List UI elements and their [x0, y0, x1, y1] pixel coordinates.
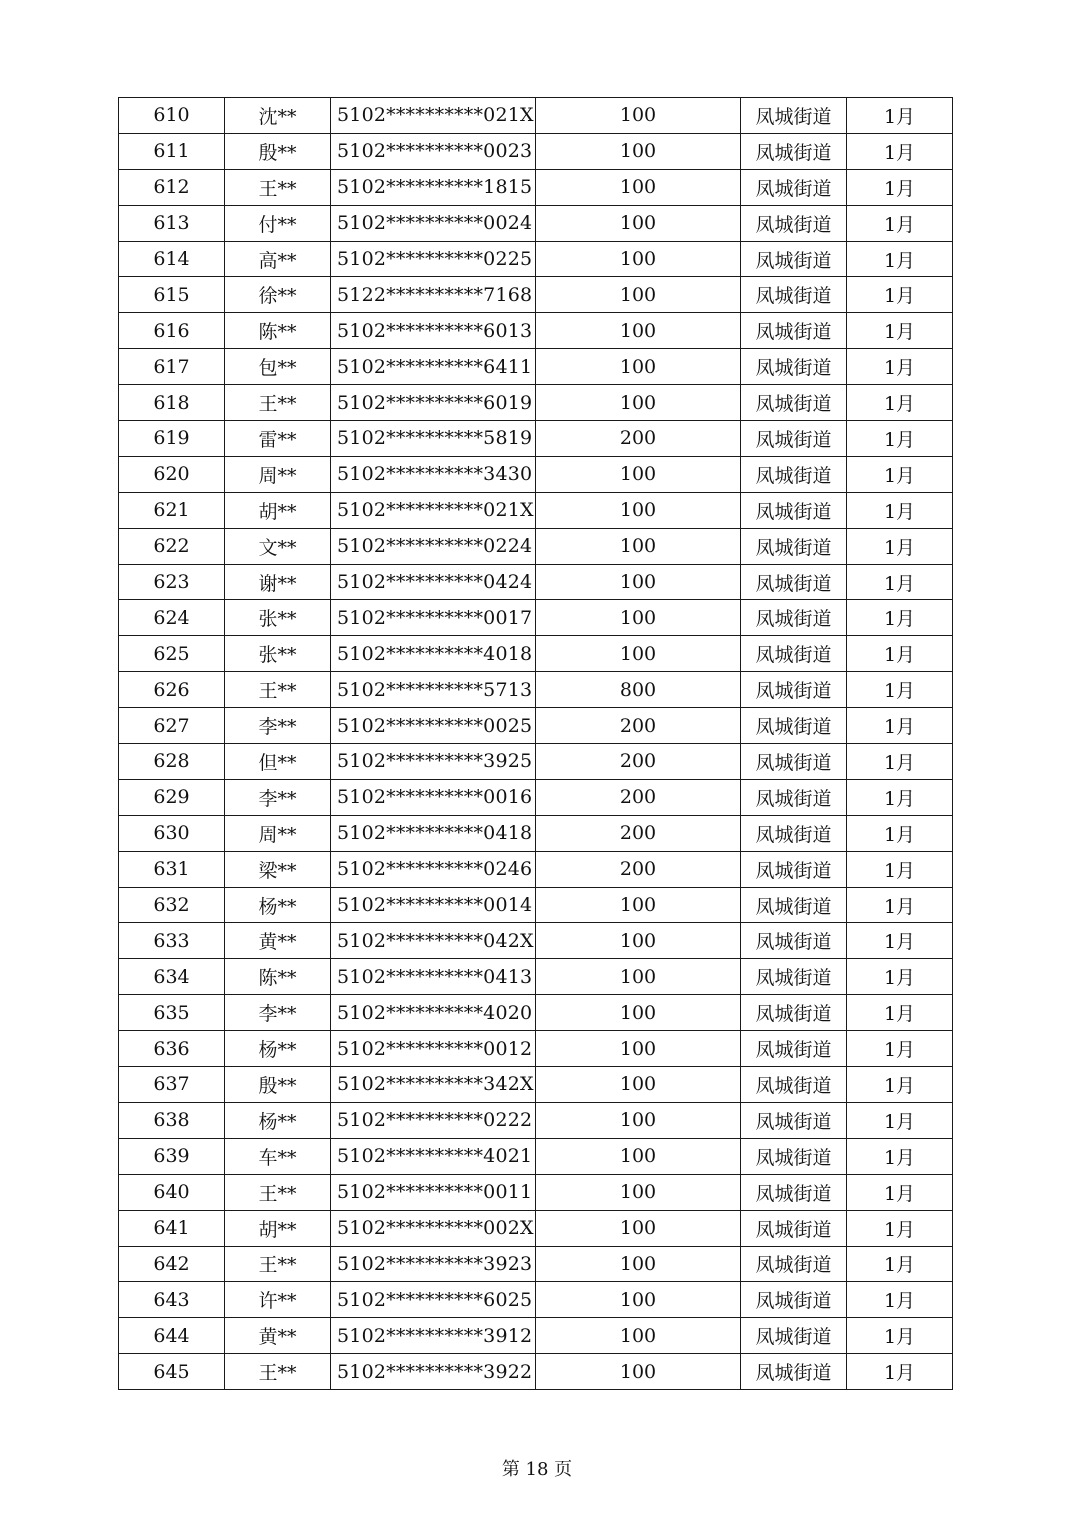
- serial-number-cell: 645: [119, 1354, 225, 1390]
- serial-number-cell: 637: [119, 1067, 225, 1103]
- amount-cell: 100: [536, 995, 741, 1031]
- subdistrict-cell: 凤城街道: [741, 959, 847, 995]
- id-number-cell: 5102**********0025: [331, 708, 536, 744]
- serial-number-cell: 640: [119, 1174, 225, 1210]
- serial-number-cell: 622: [119, 528, 225, 564]
- amount-cell: 100: [536, 385, 741, 421]
- subdistrict-cell: 凤城街道: [741, 708, 847, 744]
- subdistrict-cell: 凤城街道: [741, 98, 847, 134]
- month-cell: 1月: [847, 1174, 953, 1210]
- subdistrict-cell: 凤城街道: [741, 1102, 847, 1138]
- subdistrict-cell: 凤城街道: [741, 1067, 847, 1103]
- name-cell: 王**: [225, 672, 331, 708]
- serial-number-cell: 613: [119, 205, 225, 241]
- month-cell: 1月: [847, 851, 953, 887]
- month-cell: 1月: [847, 1282, 953, 1318]
- serial-number-cell: 632: [119, 887, 225, 923]
- serial-number-cell: 630: [119, 815, 225, 851]
- name-cell: 王**: [225, 169, 331, 205]
- name-cell: 黄**: [225, 923, 331, 959]
- name-cell: 高**: [225, 241, 331, 277]
- id-number-cell: 5102**********5819: [331, 421, 536, 457]
- name-cell: 胡**: [225, 1210, 331, 1246]
- id-number-cell: 5102**********3923: [331, 1246, 536, 1282]
- id-number-cell: 5102**********0222: [331, 1102, 536, 1138]
- name-cell: 文**: [225, 528, 331, 564]
- serial-number-cell: 616: [119, 313, 225, 349]
- amount-cell: 100: [536, 636, 741, 672]
- name-cell: 王**: [225, 1174, 331, 1210]
- amount-cell: 100: [536, 887, 741, 923]
- month-cell: 1月: [847, 564, 953, 600]
- subdistrict-cell: 凤城街道: [741, 851, 847, 887]
- amount-cell: 100: [536, 564, 741, 600]
- amount-cell: 100: [536, 349, 741, 385]
- month-cell: 1月: [847, 1318, 953, 1354]
- name-cell: 包**: [225, 349, 331, 385]
- subdistrict-cell: 凤城街道: [741, 636, 847, 672]
- table-row: [119, 851, 953, 887]
- subdistrict-cell: 凤城街道: [741, 1282, 847, 1318]
- name-cell: 张**: [225, 600, 331, 636]
- amount-cell: 100: [536, 1138, 741, 1174]
- subdistrict-cell: 凤城街道: [741, 133, 847, 169]
- subdistrict-cell: 凤城街道: [741, 600, 847, 636]
- id-number-cell: 5102**********0017: [331, 600, 536, 636]
- serial-number-cell: 623: [119, 564, 225, 600]
- name-cell: 殷**: [225, 133, 331, 169]
- amount-cell: 100: [536, 1282, 741, 1318]
- id-number-cell: 5102**********042X: [331, 923, 536, 959]
- serial-number-cell: 618: [119, 385, 225, 421]
- month-cell: 1月: [847, 995, 953, 1031]
- month-cell: 1月: [847, 98, 953, 134]
- id-number-cell: 5102**********4020: [331, 995, 536, 1031]
- table-row: [119, 205, 953, 241]
- amount-cell: 100: [536, 959, 741, 995]
- amount-cell: 100: [536, 98, 741, 134]
- month-cell: 1月: [847, 277, 953, 313]
- serial-number-cell: 631: [119, 851, 225, 887]
- name-cell: 周**: [225, 815, 331, 851]
- amount-cell: 200: [536, 851, 741, 887]
- name-cell: 李**: [225, 995, 331, 1031]
- table-row: [119, 1067, 953, 1103]
- name-cell: 胡**: [225, 492, 331, 528]
- id-number-cell: 5102**********0413: [331, 959, 536, 995]
- id-number-cell: 5102**********0011: [331, 1174, 536, 1210]
- table-row: [119, 421, 953, 457]
- serial-number-cell: 642: [119, 1246, 225, 1282]
- serial-number-cell: 643: [119, 1282, 225, 1318]
- month-cell: 1月: [847, 205, 953, 241]
- name-cell: 梁**: [225, 851, 331, 887]
- subdistrict-cell: 凤城街道: [741, 779, 847, 815]
- amount-cell: 100: [536, 456, 741, 492]
- table-row: [119, 1354, 953, 1390]
- subdistrict-cell: 凤城街道: [741, 1174, 847, 1210]
- name-cell: 周**: [225, 456, 331, 492]
- id-number-cell: 5102**********0225: [331, 241, 536, 277]
- name-cell: 王**: [225, 1246, 331, 1282]
- table-row: [119, 636, 953, 672]
- month-cell: 1月: [847, 421, 953, 457]
- id-number-cell: 5102**********6019: [331, 385, 536, 421]
- name-cell: 殷**: [225, 1067, 331, 1103]
- serial-number-cell: 617: [119, 349, 225, 385]
- id-number-cell: 5102**********4021: [331, 1138, 536, 1174]
- id-number-cell: 5122**********7168: [331, 277, 536, 313]
- serial-number-cell: 639: [119, 1138, 225, 1174]
- month-cell: 1月: [847, 744, 953, 780]
- amount-cell: 100: [536, 277, 741, 313]
- table-row: [119, 241, 953, 277]
- id-number-cell: 5102**********6013: [331, 313, 536, 349]
- subdistrict-cell: 凤城街道: [741, 1210, 847, 1246]
- id-number-cell: 5102**********0023: [331, 133, 536, 169]
- month-cell: 1月: [847, 672, 953, 708]
- subdistrict-cell: 凤城街道: [741, 1354, 847, 1390]
- month-cell: 1月: [847, 349, 953, 385]
- amount-cell: 100: [536, 313, 741, 349]
- table-row: [119, 672, 953, 708]
- name-cell: 但**: [225, 744, 331, 780]
- amount-cell: 100: [536, 528, 741, 564]
- table-row: [119, 1102, 953, 1138]
- subdistrict-cell: 凤城街道: [741, 349, 847, 385]
- amount-cell: 100: [536, 1354, 741, 1390]
- subdistrict-cell: 凤城街道: [741, 421, 847, 457]
- name-cell: 徐**: [225, 277, 331, 313]
- name-cell: 许**: [225, 1282, 331, 1318]
- month-cell: 1月: [847, 492, 953, 528]
- serial-number-cell: 621: [119, 492, 225, 528]
- amount-cell: 100: [536, 1246, 741, 1282]
- subdistrict-cell: 凤城街道: [741, 1138, 847, 1174]
- amount-cell: 200: [536, 421, 741, 457]
- amount-cell: 200: [536, 815, 741, 851]
- name-cell: 沈**: [225, 98, 331, 134]
- subdistrict-cell: 凤城街道: [741, 205, 847, 241]
- month-cell: 1月: [847, 133, 953, 169]
- amount-cell: 100: [536, 1318, 741, 1354]
- table-row: [119, 995, 953, 1031]
- subdistrict-cell: 凤城街道: [741, 672, 847, 708]
- id-number-cell: 5102**********1815: [331, 169, 536, 205]
- month-cell: 1月: [847, 636, 953, 672]
- id-number-cell: 5102**********0424: [331, 564, 536, 600]
- amount-cell: 100: [536, 923, 741, 959]
- id-number-cell: 5102**********021X: [331, 492, 536, 528]
- month-cell: 1月: [847, 1031, 953, 1067]
- table-row: [119, 1138, 953, 1174]
- table-row: [119, 1174, 953, 1210]
- name-cell: 杨**: [225, 1031, 331, 1067]
- table-row: [119, 1210, 953, 1246]
- month-cell: 1月: [847, 1102, 953, 1138]
- table-row: [119, 169, 953, 205]
- month-cell: 1月: [847, 779, 953, 815]
- month-cell: 1月: [847, 959, 953, 995]
- id-number-cell: 5102**********0012: [331, 1031, 536, 1067]
- id-number-cell: 5102**********3925: [331, 744, 536, 780]
- amount-cell: 200: [536, 708, 741, 744]
- amount-cell: 100: [536, 133, 741, 169]
- table-row: [119, 98, 953, 134]
- id-number-cell: 5102**********4018: [331, 636, 536, 672]
- subdistrict-cell: 凤城街道: [741, 1246, 847, 1282]
- amount-cell: 100: [536, 492, 741, 528]
- serial-number-cell: 644: [119, 1318, 225, 1354]
- month-cell: 1月: [847, 923, 953, 959]
- serial-number-cell: 611: [119, 133, 225, 169]
- name-cell: 王**: [225, 1354, 331, 1390]
- amount-cell: 200: [536, 779, 741, 815]
- name-cell: 李**: [225, 779, 331, 815]
- month-cell: 1月: [847, 385, 953, 421]
- table-row: [119, 815, 953, 851]
- amount-cell: 200: [536, 744, 741, 780]
- month-cell: 1月: [847, 1067, 953, 1103]
- table-row: [119, 133, 953, 169]
- subdistrict-cell: 凤城街道: [741, 815, 847, 851]
- id-number-cell: 5102**********5713: [331, 672, 536, 708]
- serial-number-cell: 620: [119, 456, 225, 492]
- serial-number-cell: 624: [119, 600, 225, 636]
- subdistrict-cell: 凤城街道: [741, 313, 847, 349]
- subdistrict-cell: 凤城街道: [741, 923, 847, 959]
- table-row: [119, 385, 953, 421]
- id-number-cell: 5102**********0016: [331, 779, 536, 815]
- name-cell: 王**: [225, 385, 331, 421]
- table-row: [119, 744, 953, 780]
- serial-number-cell: 615: [119, 277, 225, 313]
- month-cell: 1月: [847, 708, 953, 744]
- subdistrict-cell: 凤城街道: [741, 1031, 847, 1067]
- amount-cell: 100: [536, 205, 741, 241]
- id-number-cell: 5102**********0246: [331, 851, 536, 887]
- amount-cell: 100: [536, 241, 741, 277]
- name-cell: 杨**: [225, 887, 331, 923]
- amount-cell: 100: [536, 169, 741, 205]
- month-cell: 1月: [847, 169, 953, 205]
- name-cell: 谢**: [225, 564, 331, 600]
- subdistrict-cell: 凤城街道: [741, 385, 847, 421]
- table-row: [119, 277, 953, 313]
- id-number-cell: 5102**********6411: [331, 349, 536, 385]
- subdistrict-cell: 凤城街道: [741, 277, 847, 313]
- subdistrict-cell: 凤城街道: [741, 528, 847, 564]
- table-row: [119, 349, 953, 385]
- name-cell: 杨**: [225, 1102, 331, 1138]
- month-cell: 1月: [847, 1138, 953, 1174]
- serial-number-cell: 614: [119, 241, 225, 277]
- serial-number-cell: 610: [119, 98, 225, 134]
- id-number-cell: 5102**********021X: [331, 98, 536, 134]
- month-cell: 1月: [847, 887, 953, 923]
- table-row: [119, 600, 953, 636]
- id-number-cell: 5102**********0224: [331, 528, 536, 564]
- table-body: [119, 98, 953, 1390]
- subdistrict-cell: 凤城街道: [741, 1318, 847, 1354]
- subdistrict-cell: 凤城街道: [741, 564, 847, 600]
- amount-cell: 100: [536, 1067, 741, 1103]
- table-row: [119, 1282, 953, 1318]
- month-cell: 1月: [847, 456, 953, 492]
- table-row: [119, 708, 953, 744]
- id-number-cell: 5102**********3912: [331, 1318, 536, 1354]
- subdistrict-cell: 凤城街道: [741, 456, 847, 492]
- month-cell: 1月: [847, 1246, 953, 1282]
- serial-number-cell: 629: [119, 779, 225, 815]
- table-row: [119, 1031, 953, 1067]
- serial-number-cell: 635: [119, 995, 225, 1031]
- id-number-cell: 5102**********3922: [331, 1354, 536, 1390]
- subdistrict-cell: 凤城街道: [741, 492, 847, 528]
- month-cell: 1月: [847, 241, 953, 277]
- name-cell: 雷**: [225, 421, 331, 457]
- id-number-cell: 5102**********6025: [331, 1282, 536, 1318]
- serial-number-cell: 638: [119, 1102, 225, 1138]
- id-number-cell: 5102**********0014: [331, 887, 536, 923]
- id-number-cell: 5102**********342X: [331, 1067, 536, 1103]
- amount-cell: 100: [536, 1210, 741, 1246]
- serial-number-cell: 641: [119, 1210, 225, 1246]
- table-row: [119, 528, 953, 564]
- id-number-cell: 5102**********0024: [331, 205, 536, 241]
- serial-number-cell: 612: [119, 169, 225, 205]
- table-row: [119, 1318, 953, 1354]
- month-cell: 1月: [847, 600, 953, 636]
- id-number-cell: 5102**********3430: [331, 456, 536, 492]
- id-number-cell: 5102**********0418: [331, 815, 536, 851]
- table-row: [119, 492, 953, 528]
- subdistrict-cell: 凤城街道: [741, 169, 847, 205]
- amount-cell: 100: [536, 1174, 741, 1210]
- month-cell: 1月: [847, 528, 953, 564]
- amount-cell: 100: [536, 600, 741, 636]
- name-cell: 付**: [225, 205, 331, 241]
- table-row: [119, 313, 953, 349]
- amount-cell: 100: [536, 1102, 741, 1138]
- serial-number-cell: 627: [119, 708, 225, 744]
- name-cell: 陈**: [225, 959, 331, 995]
- table-row: [119, 1246, 953, 1282]
- subdistrict-cell: 凤城街道: [741, 887, 847, 923]
- table-row: [119, 456, 953, 492]
- table-row: [119, 564, 953, 600]
- subdistrict-cell: 凤城街道: [741, 241, 847, 277]
- name-cell: 李**: [225, 708, 331, 744]
- serial-number-cell: 628: [119, 744, 225, 780]
- name-cell: 张**: [225, 636, 331, 672]
- month-cell: 1月: [847, 1354, 953, 1390]
- serial-number-cell: 634: [119, 959, 225, 995]
- amount-cell: 800: [536, 672, 741, 708]
- table-row: [119, 923, 953, 959]
- serial-number-cell: 633: [119, 923, 225, 959]
- month-cell: 1月: [847, 1210, 953, 1246]
- name-cell: 陈**: [225, 313, 331, 349]
- page-number: 第 18 页: [501, 1459, 573, 1480]
- amount-cell: 100: [536, 1031, 741, 1067]
- serial-number-cell: 626: [119, 672, 225, 708]
- serial-number-cell: 625: [119, 636, 225, 672]
- table-row: [119, 887, 953, 923]
- name-cell: 黄**: [225, 1318, 331, 1354]
- subdistrict-cell: 凤城街道: [741, 995, 847, 1031]
- month-cell: 1月: [847, 313, 953, 349]
- serial-number-cell: 619: [119, 421, 225, 457]
- subdistrict-cell: 凤城街道: [741, 744, 847, 780]
- name-cell: 车**: [225, 1138, 331, 1174]
- table-row: [119, 959, 953, 995]
- serial-number-cell: 636: [119, 1031, 225, 1067]
- recipient-table: [118, 97, 953, 1390]
- id-number-cell: 5102**********002X: [331, 1210, 536, 1246]
- month-cell: 1月: [847, 815, 953, 851]
- table-row: [119, 779, 953, 815]
